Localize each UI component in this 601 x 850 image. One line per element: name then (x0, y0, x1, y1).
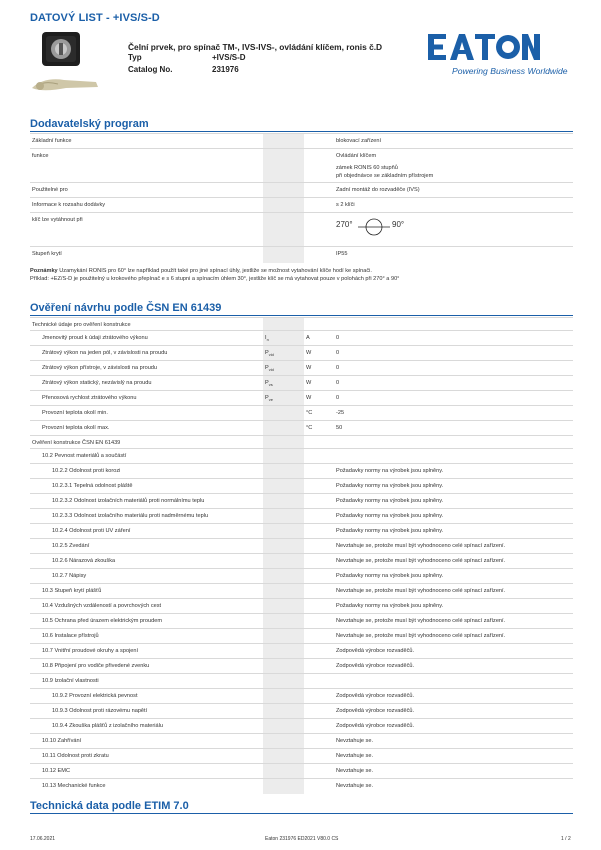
row-label: 10.6 Instalace přístrojů (30, 629, 263, 644)
row-label: 10.2.5 Zvedání (30, 539, 263, 554)
row-label: Ztrátový výkon přístroje, v závislosti na proudu (30, 361, 263, 376)
row-symbol-text: I (265, 335, 267, 341)
row-value: Zadní montáž do rozvaděče (IVS) (334, 183, 573, 198)
row-label: 10.2.2 Odolnost proti korozi (30, 464, 263, 479)
row-unit: W (304, 391, 334, 406)
row-symbol (263, 509, 304, 524)
row-value (334, 213, 573, 247)
row-value: Nevztahuje se. (334, 749, 573, 764)
row-symbol (263, 247, 304, 263)
row-unit (304, 318, 334, 331)
row-symbol (263, 361, 304, 376)
row-value-line: Ovládání klíčem (336, 153, 377, 159)
row-value: blokovací zařízení (334, 134, 573, 149)
row-symbol-subscript: vid (268, 367, 274, 373)
table-row (30, 494, 573, 509)
table-row (30, 599, 573, 614)
row-unit (304, 449, 334, 464)
row-label: 10.13 Mechanické funkce (30, 779, 263, 794)
row-unit (304, 247, 334, 263)
row-symbol (263, 376, 304, 391)
dial-left-label: 270° (336, 220, 353, 229)
row-value: Zodpovědá výrobce rozvaděčů. (334, 644, 573, 659)
row-value: 50 (334, 421, 573, 436)
section-divider (30, 813, 573, 814)
row-unit (304, 509, 334, 524)
table-row (30, 464, 573, 479)
product-photo (30, 30, 110, 98)
table-row (30, 539, 573, 554)
row-label: Ztrátový výkon statický, nezávislý na proudu (30, 376, 263, 391)
row-symbol (263, 764, 304, 779)
row-value: Požadavky normy na výrobek jsou splněny. (334, 509, 573, 524)
catalog-label: Catalog No. (128, 65, 173, 74)
row-label: 10.9.2 Provozní elektrická pevnost (30, 689, 263, 704)
row-value (334, 436, 573, 449)
row-value: 0 (334, 376, 573, 391)
row-label: 10.9.3 Odolnost proti rázovému napětí (30, 704, 263, 719)
row-label: funkce (30, 149, 263, 183)
row-symbol (263, 524, 304, 539)
etim-title: Technická data podle ETIM 7.0 (30, 800, 189, 812)
row-symbol (263, 318, 304, 331)
row-symbol (263, 689, 304, 704)
row-value: Požadavky normy na výrobek jsou splněny. (334, 524, 573, 539)
row-symbol (263, 449, 304, 464)
table-row (30, 749, 573, 764)
row-unit (304, 539, 334, 554)
row-unit (304, 779, 334, 794)
type-label: Typ (128, 53, 142, 62)
row-symbol (263, 436, 304, 449)
row-label: Jmenovitý proud k údaji ztrátového výkonu (30, 331, 263, 346)
row-symbol (263, 614, 304, 629)
table-row (30, 149, 573, 183)
note-line: Příklad: +EZ/S-D je použitelný u krokového přepínač e s 6 stupni a spínacím úhlem 30°, jestliže klíč se má vytahovat pouze v polohách při 270° a 90° (30, 276, 400, 282)
row-unit: W (304, 376, 334, 391)
row-unit (304, 479, 334, 494)
table-row (30, 629, 573, 644)
type-value: +IVS/S-D (212, 53, 246, 62)
row-unit (304, 464, 334, 479)
row-unit (304, 644, 334, 659)
row-unit (304, 764, 334, 779)
row-value: Požadavky normy na výrobek jsou splněny. (334, 494, 573, 509)
row-symbol-text: P (265, 395, 269, 401)
row-symbol (263, 149, 304, 183)
row-symbol (263, 421, 304, 436)
row-symbol (263, 406, 304, 421)
row-label: Provozní teplota okolí min. (30, 406, 263, 421)
row-value-line: zámek RONIS 60 stupňů (336, 165, 398, 171)
table-row (30, 764, 573, 779)
row-unit (304, 734, 334, 749)
row-label: 10.2.4 Odolnost proti UV záření (30, 524, 263, 539)
row-value-line: při objednávce se základním přístrojem (336, 173, 434, 179)
table-row (30, 346, 573, 361)
table-row (30, 391, 573, 406)
table-row (30, 479, 573, 494)
row-symbol (263, 134, 304, 149)
table-row (30, 779, 573, 794)
row-label: 10.3 Stupeň krytí plášťů (30, 584, 263, 599)
row-value: Nevztahuje se, protože musí být vyhodnoceno celé spínací zařízení. (334, 614, 573, 629)
table-row (30, 361, 573, 376)
table-row (30, 331, 573, 346)
row-unit (304, 524, 334, 539)
row-label: 10.2.3.3 Odolnost izolačního materiálu proti nadměrnému teplu (30, 509, 263, 524)
table-row (30, 659, 573, 674)
row-symbol (263, 569, 304, 584)
logo-text (428, 32, 431, 33)
row-unit (304, 689, 334, 704)
row-unit (304, 749, 334, 764)
table-row (30, 644, 573, 659)
row-value: 0 (334, 361, 573, 376)
row-value: 0 (334, 391, 573, 406)
row-symbol-subscript: n (266, 337, 269, 343)
footer-date: 17.06.2021 (30, 836, 56, 842)
row-value: Požadavky normy na výrobek jsou splněny. (334, 464, 573, 479)
row-label: 10.12 EMC (30, 764, 263, 779)
row-value: Nevztahuje se. (334, 779, 573, 794)
row-value: Nevztahuje se, protože musí být vyhodnoceno celé spínací zařízení. (334, 584, 573, 599)
table-row (30, 134, 573, 149)
row-unit (304, 569, 334, 584)
row-value: Požadavky normy na výrobek jsou splněny. (334, 599, 573, 614)
row-symbol (263, 391, 304, 406)
catalog-value: 231976 (212, 65, 239, 74)
row-unit (304, 719, 334, 734)
table-row (30, 436, 573, 449)
row-symbol (263, 734, 304, 749)
product-info (128, 42, 428, 76)
row-symbol (263, 584, 304, 599)
row-label: 10.2.3.2 Odolnost izolačních materiálů proti normálnímu teplu (30, 494, 263, 509)
row-value: s 2 klíči (334, 198, 573, 213)
eaton-logo (428, 32, 576, 78)
row-label: 10.2.3.1 Tepelná odolnost pláště (30, 479, 263, 494)
row-unit (304, 183, 334, 198)
row-value: Zodpovědá výrobce rozvaděčů. (334, 719, 573, 734)
row-unit (304, 704, 334, 719)
row-value: Zodpovědá výrobce rozvaděčů. (334, 704, 573, 719)
row-value (334, 149, 573, 183)
row-label: Ztrátový výkon na jeden pól, v závislosti na proudu (30, 346, 263, 361)
row-label: Přenosová rychlost ztrátového výkonu (30, 391, 263, 406)
row-value: Nevztahuje se. (334, 734, 573, 749)
row-symbol (263, 719, 304, 734)
row-value: Nevztahuje se, protože musí být vyhodnoceno celé spínací zařízení. (334, 539, 573, 554)
row-label: 10.11 Odolnost proti zkratu (30, 749, 263, 764)
table-row (30, 524, 573, 539)
row-symbol-text: P (265, 350, 269, 356)
row-unit: °C (304, 406, 334, 421)
row-label: 10.8 Připojení pro vodiče přivedené zvenku (30, 659, 263, 674)
row-unit: W (304, 346, 334, 361)
table-row (30, 213, 573, 247)
row-unit (304, 554, 334, 569)
note-line (30, 267, 573, 275)
row-unit (304, 584, 334, 599)
section-divider (30, 315, 573, 316)
row-symbol-subscript: ve (268, 397, 273, 403)
product-description: Čelní prvek, pro spínač TM-, IVS-IVS-, ovládání klíčem, ronis č.D (128, 42, 383, 52)
table-row (30, 674, 573, 689)
row-unit (304, 659, 334, 674)
row-value: Zodpovědá výrobce rozvaděčů. (334, 659, 573, 674)
key-position-diagram (336, 216, 573, 238)
row-value: IP55 (334, 247, 573, 263)
row-label: 10.2.7 Nápisy (30, 569, 263, 584)
row-value: Nevztahuje se. (334, 764, 573, 779)
row-unit (304, 436, 334, 449)
supplier-program-table (30, 133, 573, 263)
row-symbol (263, 494, 304, 509)
row-label: 10.7 Vnitřní proudové okruhy a spojení (30, 644, 263, 659)
row-symbol (263, 464, 304, 479)
row-value: Nevztahuje se, protože musí být vyhodnoceno celé spínací zařízení. (334, 554, 573, 569)
row-symbol (263, 659, 304, 674)
row-symbol (263, 183, 304, 198)
note-text: Uzamykání RONIS pro 60° lze například použít také pro jiné spínací úhly, jestliže se možnost vytahování klíče hodí ke spínači. (59, 268, 372, 274)
table-row (30, 247, 573, 263)
table-row (30, 318, 573, 331)
note-heading: Poznámky (30, 268, 58, 274)
row-symbol (263, 198, 304, 213)
footer-page: 1 / 2 (561, 836, 571, 842)
row-unit: °C (304, 421, 334, 436)
row-unit (304, 213, 334, 247)
row-label: 10.9 Izolační vlastnosti (30, 674, 263, 689)
row-label: Stupeň krytí (30, 247, 263, 263)
table-row (30, 198, 573, 213)
row-label: Informace k rozsahu dodávky (30, 198, 263, 213)
row-symbol (263, 644, 304, 659)
table-row (30, 704, 573, 719)
table-row (30, 584, 573, 599)
row-symbol (263, 749, 304, 764)
row-unit (304, 599, 334, 614)
row-label: Technické údaje pro ověření konstrukce (30, 318, 263, 331)
table-row (30, 734, 573, 749)
row-symbol-subscript: vid (268, 352, 274, 358)
row-value: 0 (334, 331, 573, 346)
row-symbol (263, 479, 304, 494)
row-value: -25 (334, 406, 573, 421)
table-row (30, 406, 573, 421)
row-symbol (263, 554, 304, 569)
table-row (30, 614, 573, 629)
row-unit (304, 198, 334, 213)
table-row (30, 376, 573, 391)
row-value (334, 318, 573, 331)
row-symbol-subscript: vs (268, 382, 273, 388)
table-row (30, 421, 573, 436)
row-label: 10.2.6 Nárazová zkouška (30, 554, 263, 569)
row-unit (304, 629, 334, 644)
row-unit (304, 134, 334, 149)
table-row (30, 183, 573, 198)
section-divider (30, 131, 573, 132)
dial-right-label: 90° (392, 220, 405, 229)
row-symbol (263, 331, 304, 346)
table-row (30, 569, 573, 584)
row-unit (304, 674, 334, 689)
row-label: 10.2 Pevnost materiálů a součástí (30, 449, 263, 464)
row-unit: A (304, 331, 334, 346)
row-symbol (263, 674, 304, 689)
row-label: 10.10 Zahřívání (30, 734, 263, 749)
row-value: Požadavky normy na výrobek jsou splněny. (334, 569, 573, 584)
brand-tagline: Powering Business Worldwide (452, 66, 568, 76)
footer-doc-id: Eaton 231976 ED2021 V80.0 CS (265, 836, 339, 842)
notes-block (30, 267, 573, 283)
table-row (30, 509, 573, 524)
row-symbol (263, 346, 304, 361)
supplier-program-title: Dodavatelský program (30, 118, 149, 130)
row-label: klíč lze vytáhnout při (30, 213, 263, 247)
row-label: Ověření konstrukce ČSN EN 61439 (30, 436, 263, 449)
row-symbol (263, 779, 304, 794)
table-row (30, 719, 573, 734)
row-value (334, 674, 573, 689)
row-symbol (263, 629, 304, 644)
table-row (30, 689, 573, 704)
row-symbol (263, 599, 304, 614)
row-unit (304, 494, 334, 509)
row-label: 10.4 Vzdušných vzdáleností a povrchových cest (30, 599, 263, 614)
row-unit (304, 149, 334, 183)
row-unit: W (304, 361, 334, 376)
eaton-logo-mark (428, 32, 540, 62)
row-unit (304, 614, 334, 629)
verification-title: Ověření návrhu podle ČSN EN 61439 (30, 302, 222, 314)
row-value: Zodpovědá výrobce rozvaděčů. (334, 689, 573, 704)
table-row (30, 449, 573, 464)
row-symbol-text: P (265, 365, 269, 371)
key-dial-icon (356, 216, 392, 238)
row-value: 0 (334, 346, 573, 361)
row-symbol-text: P (265, 380, 269, 386)
row-label: 10.5 Ochrana před úrazem elektrickým proudem (30, 614, 263, 629)
row-value (334, 449, 573, 464)
row-label: Provozní teplota okolí max. (30, 421, 263, 436)
row-value: Nevztahuje se, protože musí být vyhodnoceno celé spínací zařízení. (334, 629, 573, 644)
row-label: Použitelné pro (30, 183, 263, 198)
row-value: Požadavky normy na výrobek jsou splněny. (334, 479, 573, 494)
row-symbol (263, 213, 304, 247)
verification-table (30, 317, 573, 794)
type-row (128, 52, 428, 64)
document-title: DATOVÝ LIST - +IVS/S-D (30, 12, 160, 24)
table-row (30, 554, 573, 569)
row-label: 10.9.4 Zkouška plášťů z izolačního materiálu (30, 719, 263, 734)
row-label: Základní funkce (30, 134, 263, 149)
catalog-row (128, 64, 428, 76)
row-symbol (263, 704, 304, 719)
row-symbol (263, 539, 304, 554)
